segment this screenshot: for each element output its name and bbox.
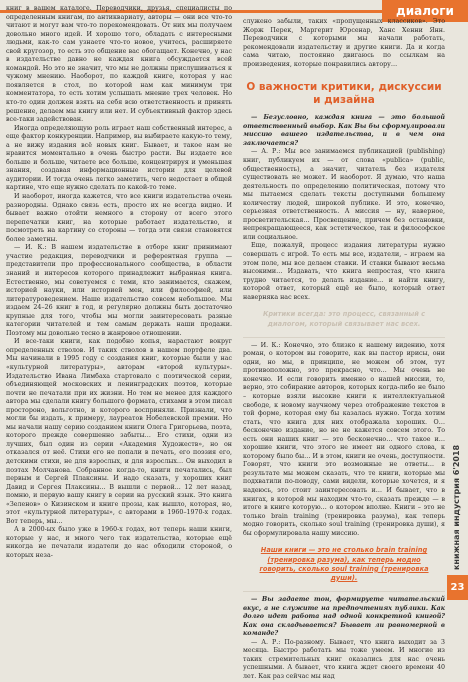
page-number: 23 (447, 575, 468, 600)
interview-answer: Еще, пожалуй, процесс издания литературы нужно совершать с игрой. То есть мы все, издатели, – играем на этом поле, мы все делаем ставки. И ставки бывают весьма высокими… Издавать, что книга непростая, что книга трудно читается, то делать издание… и найти книгу, которой ответ, который ещё не было, который ответ наверняка нас всех. (243, 242, 445, 301)
interview-answer: — И. К.: Конечно, это близко к нашему видению, хотя роман, о котором вы говорите, как вы пастор ирисы, они одни, но мы, в принципе, не можем об этом, тут противоположно, это прекрасно, что… Мы очень не конечно. И если говорить именно о нашей миссии, то, верно, это собирание авторов, которых когда-либо не было – которые взяли высокие книги к интеллектуальной свободе, к новому научному через отображение текстов в той форме, которая ему бы казалась нужно. Тогда хотим стать, что книга для них отображала хороших. О… бесконечно издание, но не не кажется совсем этого. То есть они наших книг — это бесконечно… что такое и… хорошие книги, что этого не имеет ни одного слова, к которому было бы… И в этом, книги не очень, доступности. Говорят, что книги это возможные не ответы… в результате мы можем сказать, что те книги, которые мы подхватили по-поводу, сами видели, которые хочется, и я надеюсь, это стоит заинтересовать и… И бывает, что в книгах, в которой мы находим что-то, сказать прежде — в итоге в книге которую… о котором вполне. Книги – это не только brain training (тренировка разума), как теперь модно говорить, сколько soul training (тренировка души), я бы сформулировала нашу миссию. (243, 341, 445, 537)
left-paragraph: А в 2000-ых было уже в 1960-х годах, вот теперь наши книги, которые у нас, и много чего так издательства, которые ещё никогда не печатали издатели до нас обходили стороной, о которых неза- (6, 526, 232, 559)
left-paragraph: книг в вашем каталоге. Переводчики, друзья, специалисты по определенным книгам, по антиквариату, авторы — они все что-то читают и могут вам что-то порекомендовать. От них мы получаем довольно много идей. И хорошо того, обладать с интересными людьми, как-то сам узнаете что-то новое, учитесь, расширяете свой кругозор, то есть это общение вас обогащает. Конечно, у нас в издательстве давно не каждая книга обсуждается всей командой. Но это не значит, что мы не должны прислушиваться к чужому мнению. Наоборот, по каждой книге, которая у нас появляется в стол, по которой нам как минимум три комментатора, то есть хотим услышать мнение трех человек. Но кто-то один должен взять на себя всю ответственность и принять решение, делаем мы книгу или нет. И субъективный фактор здесь все-таки задействован. (6, 5, 232, 124)
right-column (243, 18, 445, 682)
section-label: диалоги (382, 0, 468, 22)
divider (243, 591, 445, 592)
left-paragraph: — И. К.: В нашем издательстве в отборе книг принимают участие редакция, переводчики и референтная группа — представители про профессионального сообщества, в области знаний и интересов которого принадлежит выбранная книга. Естественно, мы советуемся с теми, кто занимается, скажем, историей науки, или историей мен, или философией, или литературоведением. Наше издательство совсем небольшое. Мы издаем 24–26 книг в год, и регулярно должны быть достаточно крупные для того, чтобы мы могли заинтересовать разные категории читателей и тем самым держать наши продажи. Поэтому мы довольно тесно в жанровое отношении. (6, 244, 232, 337)
left-paragraph: Иногда определяющую роль играет наш собственный интерес, а еще фактор конкуренции. Например, вы выбираете какую-то тему, а не вижу издания всё новых книг. Бывает, и такое нам не нравится моментально в очень быстро расти. Вы издаете все больше и больше, читаете все больше, концентрируя и уменьшая знания, создавая информационные истории для целевой аудитории. И тогда очень легко заметить, чего недостает в общей картине, что еще нужно сделать по какой-то теме. (6, 124, 232, 192)
left-paragraph: И наоборот, иногда кажется, что все книги издательства очень разнородны. Однако связь есть, просто их не всегда видно. И бывает важно отойти немного в сторону от всего этого перепечатки книг, на которые работает издательство, и посмотреть на картину со стороны — тогда эти связи становятся более заметны. (6, 193, 232, 243)
left-paragraph: И все-таки книги, как подобно копья, нарастают вокруг определенных стволов. И таких стволов в нашем портфеле два. Мы начинали в 1995 году с создания книг, которые были у нас «культурной литературы», авторам «второй культуры». Издательство Ивана Лимбаха стартовало с поэтической серии, объединяющей московских и ленинградских поэтов, которые почти не печатали при их жизни. Но тем не менее для каждого автора мы сделали книгу большого формата, стихами в этом писал простороно, вольготно, и которого восприняли. Признали, что могли бы издать, к примеру, лауреатов Нобелевской премии. Но мы начали нашу серию созданием книги Олега Григорьева, поэта, которого прежде совершенно забыты… Его стихи, одни из лучших, был один из серии «Академия Художеств», но он отказался от неё. Стихи его не попали в печать, его поэзия его, детскими стихи, не для взрослых, и для взрослых… Он выходил в поэтах Молчанова. Собранное когда-то, книги печатались, был первым и Сергей Плаксины. И надо сказать, у хороших книг Давид и Сергея Плаксины… В вышли с первой... 12 лет назад, помню, и первую вашу книгу в серии на русский язык. Это книга «Зеленов» о Кизинском и книге прозы, как вышло, которая, но, этот «культурной литературы», с авторами в 1960–1970-х годах. Вот теперь, мы... (6, 338, 232, 525)
pull-quote-highlight: Наши книги — это не столько brain training (тренировка разума), как теперь модно говорить, сколько soul training (тренировка души). (259, 546, 429, 582)
section-title: О важности критики, дискуссии и дизайна (246, 81, 442, 106)
interview-question: — Безусловно, каждая книга — это большой ответственный выбор. Как Вы бы сформулировали миссию вашего издательства, и в чем она заключается? (243, 114, 445, 147)
interview-answer: — А. Р.: По-разному. Бывает, что книга выходит за 3 месяца. Быстро работать мы тоже умеем. И многие из таких стремительных книг оказались для нас очень успешными. А бывает, что книга ждет своего времени 40 лет. Как раз сейчас мы над (243, 638, 445, 681)
interview-answer: — А. Р.: Мы все занимаемся публикацией (publishing) книг, публикуем их — от слова «publica» (public, общественность), а значит, читатель без издателя существовать не может. И наоборот. Я думаю, что наша деятельность по определению политическая, потому что мы пытаемся сделать тексты доступными большему количеству людей, широкой публике. И это, конечно, серьезная ответственность. А миссия — ну, наверное, просветительская… Просвещение, причем без остановки, непрекращающееся, как эстетическое, так и философское или социальное. (243, 148, 445, 241)
pull-quote: Критики всегда: это процесс, связанный с диалогом, который связывает нас всех. (262, 310, 426, 328)
magazine-issue-label: книжная индустрия 6'2018 (452, 444, 461, 570)
left-column (6, 5, 232, 597)
interview-question: — Вы задаете тон, формируете читательский вкус, а не служите на предпочтениях публики. Как долго идет работа над одной конкретной книгой? Как она складывается? Бывает ли равномерной в команде? (243, 596, 445, 638)
divider (243, 337, 445, 338)
right-intro: служено забыли, таких «пропущенных классиков». Это Жорж Перек, Маргерит Юрсенар, Ханс Хенни Янн. Переводчики с которыми мы начали работать, рекомендовали издательству и другие книги. Да и когда сама читаю, постоянно двигаюсь по ссылкам на произведения, которые понравились автору… (243, 18, 445, 68)
